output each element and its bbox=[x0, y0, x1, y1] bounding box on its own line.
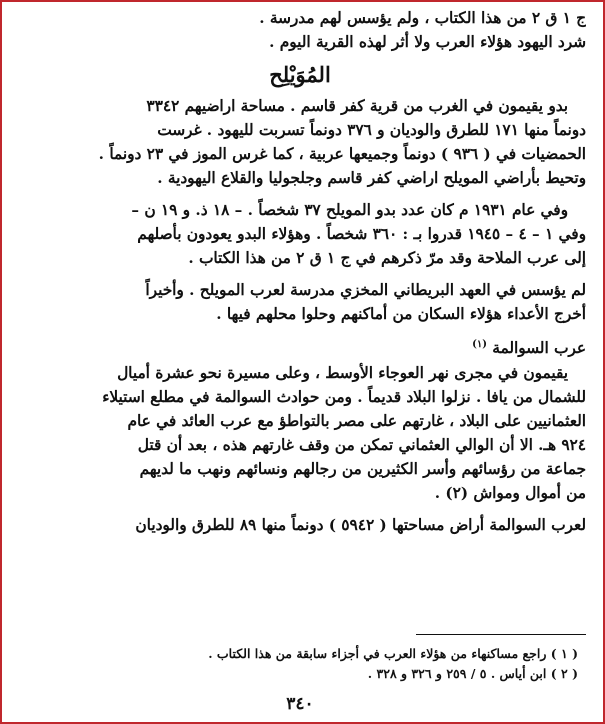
section-title: المُوَيْلِح bbox=[269, 62, 331, 87]
paragraph bbox=[14, 278, 586, 326]
text-line: بدو يقيمون في الغرب من قرية كفر قاسم . مساحة اراضيهم ٣٣٤٢ bbox=[146, 97, 568, 115]
text-line: الحمضيات في ( ٩٣٦ ) دونماً وجميعها عربية ، كما غرس الموز في ٢٣ دونماً . bbox=[98, 145, 586, 163]
document-page bbox=[14, 6, 586, 716]
footnote-ref: (١) bbox=[472, 339, 487, 350]
paragraph bbox=[14, 361, 586, 505]
text-line: جماعة من رؤسائهم وأسر الكثيرين من رجالهم ونسائهم ونهب ما لديهم bbox=[139, 460, 586, 479]
page-number: ٣٤٠ bbox=[286, 694, 314, 714]
text-line: العثمانيين على البلاد ، غارتهم على مصر بالتواطؤ مع عرب العائد في عام bbox=[127, 412, 586, 431]
paragraph bbox=[14, 513, 586, 537]
text-line: وفي عام ١٩٣١ م كان عدد بدو المويلح ٣٧ شخصاً . – ١٨ ذ. و ١٩ ن – bbox=[131, 201, 568, 219]
text-line: إلى عرب الملاحة وقد مرّ ذكرهم في ج ١ ق ٢ من هذا الكتاب . bbox=[188, 249, 586, 267]
section-heading bbox=[14, 332, 586, 361]
text-line: أخرج الأعداء هؤلاء السكان من أماكنهم وحلوا محلهم فيها . bbox=[216, 305, 586, 323]
footnote: ( ١ ) راجع مساكنهاء من هؤلاء العرب في أجزاء سابقة من هذا الكتاب . bbox=[208, 646, 578, 661]
text-line: ٩٢٤ هـ. الا أن الوالي العثماني تمكن من وقف غارتهم هذه ، بعد أن قتل bbox=[137, 436, 586, 455]
footnote: ( ٢ ) ابن أياس . ٥ / ٢٥٩ و ٣٢٦ و ٣٢٨ . bbox=[367, 666, 578, 681]
paragraph bbox=[14, 198, 586, 270]
footnote-divider bbox=[416, 634, 586, 635]
text-line: دونماً منها ١٧١ للطرق والوديان و ٣٧٦ دونماً تسربت لليهود . غرست bbox=[157, 121, 586, 139]
intro-line: ج ١ ق ٢ من هذا الكتاب ، ولم يؤسس لهم مدرسة . bbox=[259, 9, 586, 27]
text-line: يقيمون في مجرى نهر العوجاء الأوسط ، وعلى مسيرة نحو عشرة أميال bbox=[117, 364, 568, 383]
text-line: وتحيط بأراضي المويلح اراضي كفر قاسم وجلجوليا والقلاع اليهودية . bbox=[157, 169, 586, 187]
intro-line: شرد اليهود هؤلاء العرب ولا أثر لهذه القرية اليوم . bbox=[269, 33, 586, 51]
section-heading-text: عرب السوالمة bbox=[492, 339, 586, 358]
text-line: لعرب السوالمة أراض مساحتها ( ٥٩٤٢ ) دونماً منها ٨٩ للطرق والوديان bbox=[135, 516, 586, 535]
text-line: وفي ١ – ٤ – ١٩٤٥ قدروا بـ : ٣٦٠ شخصاً . وهؤلاء البدو يعودون بأصلهم bbox=[137, 225, 586, 243]
text-line: للشمال من يافا . نزلوا البلاد قديماً . ومن حوادث السوالمة في مطلع استيلاء bbox=[102, 388, 586, 407]
text-line: من أموال ومواش (٢) . bbox=[434, 484, 586, 503]
paragraph bbox=[14, 94, 586, 190]
text-line: لم يؤسس في العهد البريطاني المخزي مدرسة لعرب المويلح . وأخيراً bbox=[145, 281, 586, 299]
